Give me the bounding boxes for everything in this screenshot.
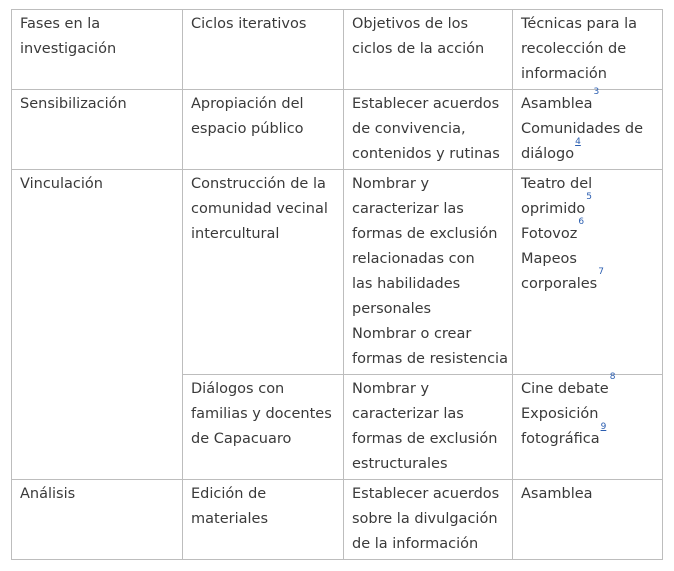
ciclo-line: de Capacuaro xyxy=(191,431,292,447)
objetivo-line: caracterizar las xyxy=(352,406,464,422)
ciclo-line: Diálogos con xyxy=(191,381,285,397)
ciclo-line: familias y docentes xyxy=(191,406,332,422)
tecnica-line xyxy=(521,372,656,402)
cell-ciclo xyxy=(183,480,344,560)
header-ciclos xyxy=(183,10,344,90)
cell-objetivos xyxy=(344,170,513,375)
cell-ciclo xyxy=(183,170,344,375)
ciclo-line: comunidad vecinal xyxy=(191,201,328,217)
tecnica-line xyxy=(521,482,656,507)
cell-tecnicas xyxy=(513,87,663,170)
header-objetivos xyxy=(344,10,513,90)
header-tecnicas xyxy=(513,10,663,90)
objetivo-line: contenidos y rutinas xyxy=(352,146,500,162)
objetivo-line: Establecer acuerdos xyxy=(352,96,500,112)
header-line: información xyxy=(521,66,607,82)
tecnica-text: Fotovoz xyxy=(521,226,578,242)
tecnica-text: Asamblea xyxy=(521,486,593,502)
tecnica-line xyxy=(521,192,656,222)
tecnica-line xyxy=(521,117,656,142)
tecnica-line xyxy=(521,137,656,167)
fase-label: Sensibilización xyxy=(20,96,127,112)
footnote-ref[interactable]: 7 xyxy=(598,267,604,277)
cell-tecnicas xyxy=(513,372,663,480)
tecnica-text: Teatro del xyxy=(521,176,593,192)
objetivo-line: Establecer acuerdos xyxy=(352,486,500,502)
footnote-ref[interactable]: 9 xyxy=(600,422,607,432)
ciclo-line: materiales xyxy=(191,511,268,527)
ciclo-line: Edición de xyxy=(191,486,267,502)
header-line: recolección de xyxy=(521,41,627,57)
header-row xyxy=(12,10,663,90)
objetivo-line: Nombrar y xyxy=(352,176,430,192)
objetivo-line: formas de resistencia xyxy=(352,351,508,367)
cell-ciclo xyxy=(183,90,344,170)
table-row-vinculacion-a xyxy=(12,170,663,375)
objetivo-line: caracterizar las xyxy=(352,201,464,217)
objetivo-line: personales xyxy=(352,301,432,317)
objetivo-line: de la información xyxy=(352,536,479,552)
header-line: investigación xyxy=(20,41,117,57)
ciclo-line: intercultural xyxy=(191,226,280,242)
cell-tecnicas xyxy=(513,480,663,560)
header-line: Técnicas para la xyxy=(521,16,637,32)
tecnica-text: Mapeos xyxy=(521,251,577,267)
tecnica-text: diálogo xyxy=(521,146,575,162)
objetivo-line: sobre la divulgación xyxy=(352,511,498,527)
objetivo-line: las habilidades xyxy=(352,276,461,292)
objetivo-line: Nombrar y xyxy=(352,381,430,397)
objetivo-line: relacionadas con xyxy=(352,251,475,267)
cell-fase xyxy=(12,170,183,480)
tecnica-line xyxy=(521,267,656,297)
cell-objetivos xyxy=(344,90,513,170)
cell-fase xyxy=(12,480,183,560)
tecnica-line xyxy=(521,422,656,452)
cell-objetivos xyxy=(344,375,513,480)
footnote-ref[interactable]: 3 xyxy=(593,87,600,97)
header-line: Objetivos de los xyxy=(352,16,469,32)
tecnica-text: fotográfica xyxy=(521,431,600,447)
tecnica-line xyxy=(521,247,656,272)
header-fases xyxy=(12,10,183,90)
ciclo-line: Apropiación del xyxy=(191,96,304,112)
table-row-analisis xyxy=(12,480,663,560)
tecnica-text: Asamblea xyxy=(521,96,593,112)
tecnica-line xyxy=(521,87,656,117)
objetivo-line: formas de exclusión xyxy=(352,431,498,447)
ciclo-line: espacio público xyxy=(191,121,304,137)
header-line: Fases en la xyxy=(20,16,101,32)
fase-label: Análisis xyxy=(20,486,76,502)
research-phases-table xyxy=(11,9,663,560)
tecnica-text: Comunidades de xyxy=(521,121,644,137)
footnote-ref[interactable]: 6 xyxy=(578,217,585,227)
cell-tecnicas xyxy=(513,170,663,375)
tecnica-line xyxy=(521,402,656,427)
header-line: ciclos de la acción xyxy=(352,41,485,57)
objetivo-line: formas de exclusión xyxy=(352,226,498,242)
tecnica-text: oprimido xyxy=(521,201,586,217)
footnote-ref[interactable]: 8 xyxy=(609,372,616,382)
table-row-sensibilizacion xyxy=(12,90,663,170)
tecnica-text: Cine debate xyxy=(521,381,609,397)
cell-ciclo xyxy=(183,375,344,480)
fase-label: Vinculación xyxy=(20,176,103,192)
objetivo-line: Nombrar o crear xyxy=(352,326,472,342)
tecnica-line xyxy=(521,217,656,247)
cell-objetivos xyxy=(344,480,513,560)
footnote-ref[interactable]: 4 xyxy=(575,137,581,147)
tecnica-text: corporales xyxy=(521,276,598,292)
objetivo-line: de convivencia, xyxy=(352,121,466,137)
footnote-ref[interactable]: 5 xyxy=(586,192,593,202)
tecnica-text: Exposición xyxy=(521,406,599,422)
header-line: Ciclos iterativos xyxy=(191,16,307,32)
cell-fase xyxy=(12,90,183,170)
objetivo-line: estructurales xyxy=(352,456,448,472)
ciclo-line: Construcción de la xyxy=(191,176,326,192)
